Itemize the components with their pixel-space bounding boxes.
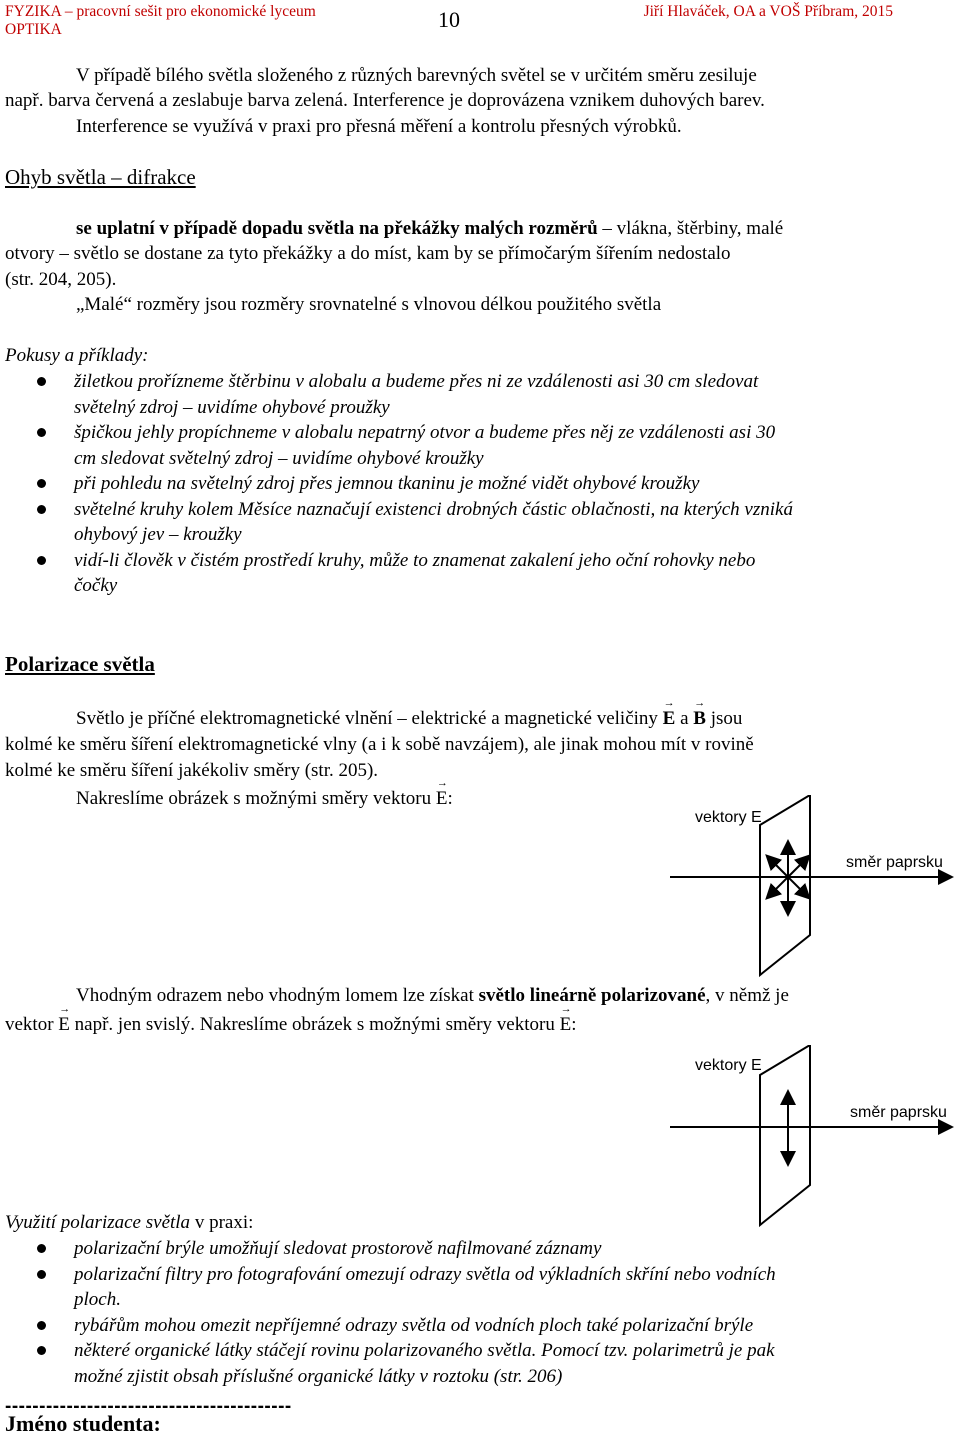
list-item-text: možné zjistit obsah příslušné organické látky v roztoku (str. 206) <box>74 1365 563 1387</box>
list-item-text: vidí-li člověk v čistém prostředí kruhy, může to znamenat zakalení jeho oční rohovky nebo <box>74 549 756 571</box>
polarization-line1 <box>76 697 743 732</box>
vector-arrow-icon: → <box>59 1003 71 1015</box>
list-item-text: ploch. <box>74 1289 121 1310</box>
polarization-heading: Polarizace světla <box>5 652 155 676</box>
header-right: Jiří Hlaváček, OA a VOŠ Příbram, 2015 <box>643 3 893 20</box>
list-item-text: špičkou jehly propíchneme v alobalu nepatrný otvor a budeme přes něj ze vzdálenosti asi 30 <box>74 422 776 443</box>
footer-dashes: ------------------------------------------ <box>5 1396 292 1417</box>
intro-line2: např. barva červená a zeslabuje barva zelená. Interference je doprovázena vznikem duhových barev. <box>5 90 765 111</box>
vector-arrow-icon: → <box>560 1003 572 1015</box>
vector-E-symbol: → E <box>435 777 448 809</box>
bullet-icon <box>37 1346 46 1355</box>
bullet-icon <box>37 505 46 514</box>
fig1-label-vectors: vektory E <box>695 809 762 826</box>
vector-arrow-icon: → <box>694 697 706 709</box>
p2-vector-word: vektor <box>5 1014 54 1035</box>
vector-B-symbol: → B <box>693 697 706 729</box>
list-item-text: při pohledu na světelný zdroj přes jemnou tkaninu je možné vidět ohybové kroužky <box>74 473 700 494</box>
bullet-icon <box>37 428 46 437</box>
polarization-text1b: jsou <box>710 708 743 729</box>
student-name-label: Jméno studenta: <box>5 1411 161 1436</box>
list-item-text: čočky <box>74 575 118 596</box>
draw1-text: Nakreslíme obrázek s možnými směry vektoru <box>76 788 432 809</box>
uses-title-italic: Využití polarizace světla <box>5 1212 191 1233</box>
p2-line2: vektor → E např. jen svislý. Nakreslíme obrázek s možnými směry vektoru → E: <box>5 1012 576 1038</box>
vector-E-symbol: → E <box>559 1003 572 1035</box>
list-item-text: žiletkou prořízneme štěrbinu v alobalu a budeme přes ni ze vzdálenosti asi 30 cm sledovat <box>74 371 759 392</box>
list-item-text: některé organické látky stáčejí rovinu polarizovaného světla. Pomocí tzv. polarimetrů je pak <box>74 1340 775 1361</box>
header-left-line2: OPTIKA <box>5 21 62 38</box>
examples-title: Pokusy a příklady: <box>5 345 149 366</box>
list-item-text: cm sledovat světelný zdroj – uvidíme ohybové kroužky <box>74 447 484 469</box>
header-left-line1: FYZIKA – pracovní sešit pro ekonomické lyceum <box>5 3 316 20</box>
p2-bold: světlo lineárně polarizované <box>478 985 706 1006</box>
vector-E-symbol: → E <box>58 1003 71 1035</box>
bullet-icon <box>37 1321 46 1330</box>
diffraction-bold: se uplatní v případě dopadu světla na překážky malých rozměrů <box>76 218 598 239</box>
uses-title-rest: v praxi: <box>190 1212 254 1233</box>
diffraction-line4: „Malé“ rozměry jsou rozměry srovnatelné s vlnovou délkou použitého světla <box>76 294 662 315</box>
p2-text-a: Vhodným odrazem nebo vhodným lomem lze získat <box>76 985 474 1006</box>
p2-text-line2: např. jen svislý. Nakreslíme obrázek s možnými směry vektoru <box>74 1014 555 1035</box>
list-item-text: světelné kruhy kolem Měsíce naznačují existenci drobných částic oblačnosti, na kterých vzniká <box>74 498 793 520</box>
vector-arrow-icon: → <box>663 697 675 709</box>
intro-line3: Interference se využívá v praxi pro přesná měření a kontrolu přesných výrobků. <box>76 116 682 137</box>
diffraction-line2: otvory – světlo se dostane za tyto překážky a do míst, kam by se přímočarým šířením nedostalo <box>5 243 731 264</box>
diffraction-line1 <box>76 216 783 242</box>
draw-instruction-1: Nakreslíme obrázek s možnými směry vektoru → E: <box>76 786 453 812</box>
polarization-text1: Světlo je příčné elektromagnetické vlnění – elektrické a magnetické veličiny <box>76 708 658 729</box>
uses-title <box>5 1210 253 1236</box>
fig1-label-ray: směr paprsku <box>846 854 943 871</box>
fig2-label-ray: směr paprsku <box>850 1104 947 1121</box>
intro-line1: V případě bílého světla složeného z různých barevných světel se v určitém směru zesiluje <box>76 65 757 86</box>
list-item-text: polarizační brýle umožňují sledovat prostorově nafilmované záznamy <box>74 1238 602 1259</box>
diffraction-heading: Ohyb světla – difrakce <box>5 165 196 189</box>
bullet-icon <box>37 556 46 565</box>
plane-shape <box>760 1045 810 1225</box>
p2-line1 <box>76 983 789 1009</box>
bullet-icon <box>37 1244 46 1253</box>
page-number: 10 <box>438 7 460 32</box>
list-item-text: světelný zdroj – uvidíme ohybové proužky <box>74 396 390 418</box>
diffraction-line3: (str. 204, 205). <box>5 269 117 290</box>
diffraction-rest1: – vlákna, štěrbiny, malé <box>597 218 784 239</box>
polarization-line2: kolmé ke směru šíření elektromagnetické vlny (a i k sobě navzájem), ale jinak mohou mít v rovině <box>5 734 754 755</box>
polarization-line3: kolmé ke směru šíření jakékoliv směry (str. 205). <box>5 760 379 781</box>
list-item-text: polarizační filtry pro fotografování omezují odrazy světla od výkladních skříní nebo vodních <box>74 1263 776 1285</box>
bullet-icon <box>37 1270 46 1279</box>
vector-arrow-icon: → <box>436 777 448 789</box>
list-item-text: ohybový jev – kroužky <box>74 524 242 545</box>
list-item-text: rybářům mohou omezit nepříjemné odrazy světla od vodních ploch také polarizační brýle <box>74 1314 754 1336</box>
figure-polarized <box>660 1045 960 1235</box>
p2-text-b: , v němž je <box>705 985 789 1006</box>
fig2-label-vectors: vektory E <box>695 1057 762 1074</box>
bullet-icon <box>37 479 46 488</box>
plane-shape <box>760 795 810 975</box>
vector-E-symbol: → E <box>662 697 676 729</box>
polarization-and: a <box>680 708 689 729</box>
figure-unpolarized <box>660 795 960 985</box>
bullet-icon <box>37 377 46 386</box>
